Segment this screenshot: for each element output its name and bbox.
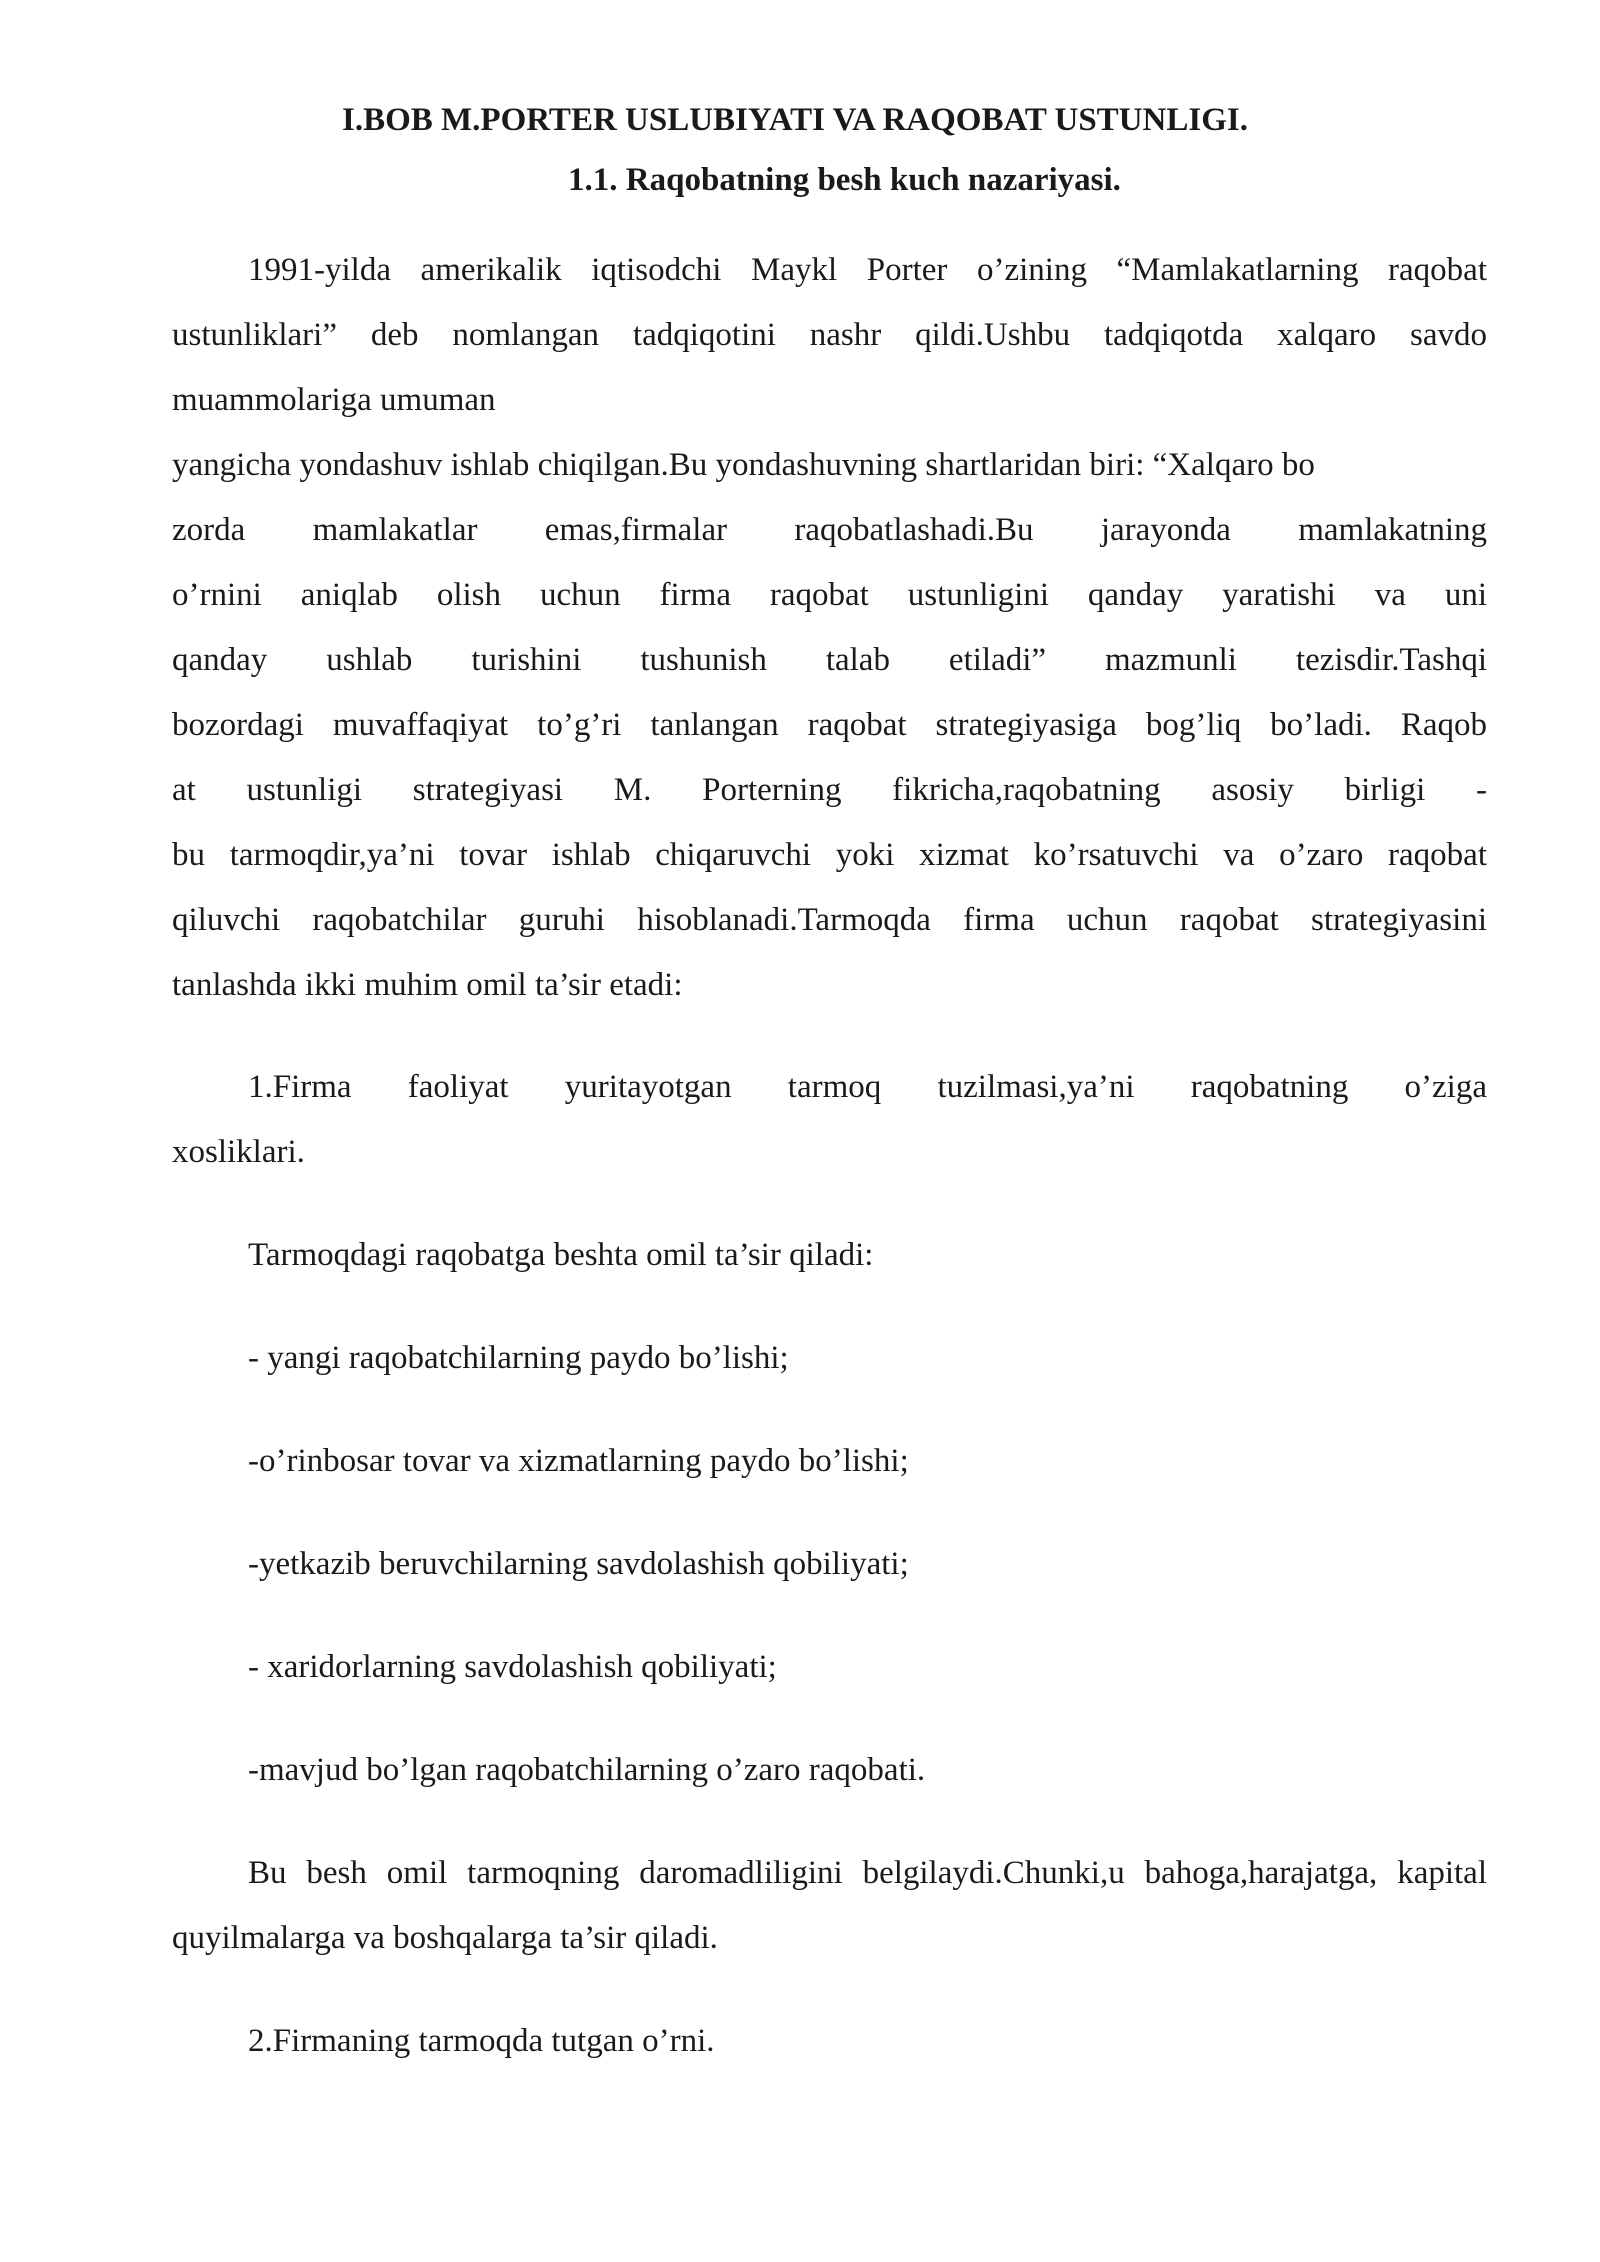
main-line: o’rnini aniqlab olish uchun firma raqobat ustunligini qanday yaratishi va uni	[172, 577, 1487, 613]
main-line: qiluvchi raqobatchilar guruhi hisoblanadi.Tarmoqda firma uchun raqobat strategiyasini	[172, 902, 1487, 938]
main-paragraph	[172, 433, 1487, 1018]
factor-item: - yangi raqobatchilarning paydo bo’lishi;	[248, 1340, 789, 1376]
main-line: yangicha yondashuv ishlab chiqilgan.Bu yondashuvning shartlaridan biri: “Xalqaro bo	[172, 447, 1315, 483]
intro-line: ustunliklari” deb nomlangan tadqiqotini nashr qildi.Ushbu tadqiqotda xalqaro savdo	[172, 317, 1487, 353]
main-line: tanlashda ikki muhim omil ta’sir etadi:	[172, 967, 683, 1003]
conclusion-paragraph: Bu besh omil tarmoqning daromadliligini belgilaydi.Chunki,u bahoga,harajatga, kapital quyilmalarga va boshqalarga ta’sir qiladi.	[172, 1855, 1487, 1956]
main-line: qanday ushlab turishini tushunish talab etiladi” mazmunli tezisdir.Tashqi	[172, 642, 1487, 678]
factor-item: -yetkazib beruvchilarning savdolashish qobiliyati;	[248, 1546, 909, 1582]
main-line: bu tarmoqdir,ya’ni tovar ishlab chiqaruvchi yoki xizmat ko’rsatuvchi va o’zaro raqobat	[172, 837, 1487, 873]
factor-item: - xaridorlarning savdolashish qobiliyati;	[248, 1649, 777, 1685]
main-line: zorda mamlakatlar emas,firmalar raqobatlashadi.Bu jarayonda mamlakatning	[172, 512, 1487, 548]
main-line: at ustunligi strategiyasi M. Porterning fikricha,raqobatning asosiy birligi -	[172, 772, 1487, 808]
point-2: 2.Firmaning tarmoqda tutgan o’rni.	[248, 2023, 715, 2059]
intro-line: 1991-yilda amerikalik iqtisodchi Maykl Porter o’zining “Mamlakatlarning raqobat	[248, 252, 1487, 288]
point-1: 1.Firma faoliyat yuritayotgan tarmoq tuzilmasi,ya’ni raqobatning o’ziga xosliklari.	[172, 1069, 1487, 1170]
factors-intro: Tarmoqdagi raqobatga beshta omil ta’sir qiladi:	[248, 1237, 874, 1273]
main-line: bozordagi muvaffaqiyat to’g’ri tanlangan raqobat strategiyasiga bog’liq bo’ladi. Raqob	[172, 707, 1487, 743]
chapter-title: I.BOB M.PORTER USLUBIYATI VA RAQOBAT USTUNLIGI.	[342, 102, 1248, 138]
factor-item: -mavjud bo’lgan raqobatchilarning o’zaro raqobati.	[248, 1752, 926, 1788]
intro-paragraph	[172, 238, 1487, 433]
factor-item: -o’rinbosar tovar va xizmatlarning paydo bo’lishi;	[248, 1443, 909, 1479]
document-body	[172, 90, 1487, 2074]
section-title: 1.1. Raqobatning besh kuch nazariyasi.	[568, 162, 1121, 198]
intro-line: muammolariga umuman	[172, 382, 496, 418]
